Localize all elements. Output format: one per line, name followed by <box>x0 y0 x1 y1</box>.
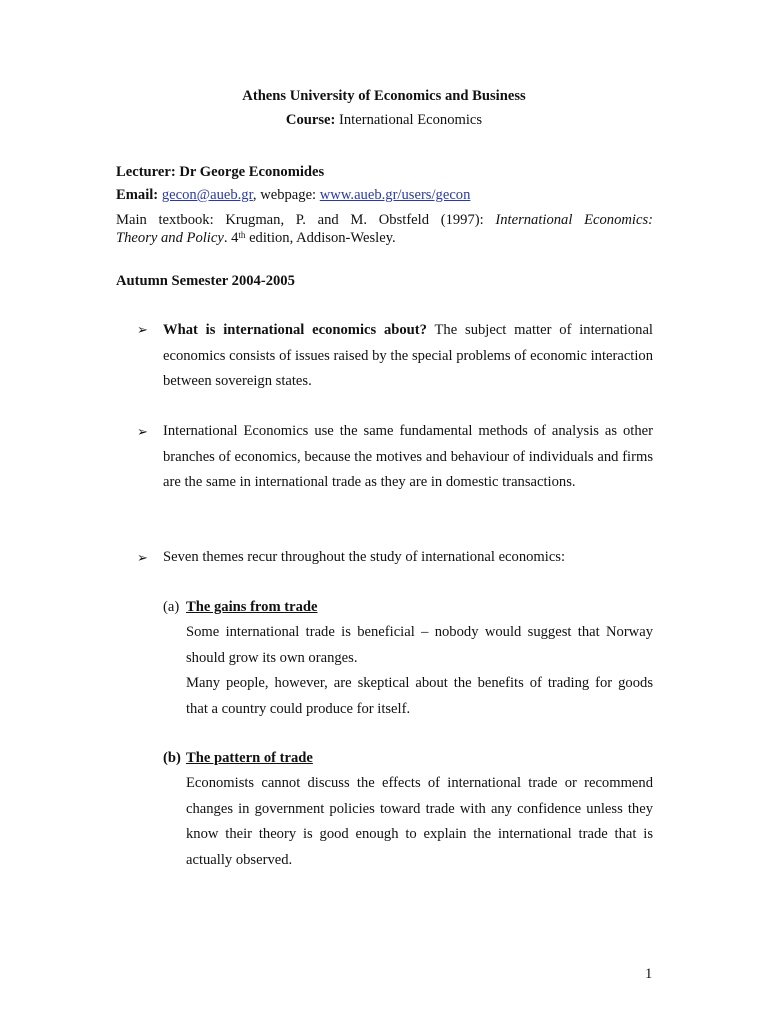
arrow-bullet-icon: ➢ <box>137 424 148 439</box>
textbook-authors: Main textbook: Krugman, P. and M. Obstfeld (1997): <box>116 212 496 228</box>
lecturer-line: Lecturer: Dr George Economides <box>116 164 325 180</box>
textbook-edition-sup: th <box>238 230 246 240</box>
textbook-subtitle: Theory and Policy <box>116 230 224 246</box>
textbook-line-2 <box>116 229 653 247</box>
textbook-edition-num: . 4 <box>223 230 239 246</box>
bullet-1-text: The subject matter of international economics consists of issues raised by the special problems of economic interaction between sovereign states. <box>163 322 653 389</box>
bullet-paragraph-1 <box>163 318 653 395</box>
textbook-title: International Economics: <box>495 212 654 228</box>
bullet-1-lead: What is international economics about? <box>163 322 427 338</box>
email-link[interactable]: gecon@aueb.gr <box>161 187 253 203</box>
page-number: 1 <box>645 966 653 982</box>
webpage-label: , webpage: <box>252 187 320 203</box>
course-value: International Economics <box>335 112 483 128</box>
bullet-paragraph-3: Seven themes recur throughout the study of international economics: <box>163 549 566 565</box>
contact-line <box>116 187 470 204</box>
theme-b-marker: (b) <box>163 750 181 766</box>
textbook-reference <box>116 211 653 247</box>
arrow-bullet-icon: ➢ <box>137 322 148 337</box>
email-label: Email: <box>116 187 159 203</box>
textbook-publisher: edition, Addison-Wesley. <box>245 230 396 246</box>
theme-a-paragraph-2: Many people, however, are skeptical about the benefits of trading for goods that a country could produce for itself. <box>186 675 653 717</box>
course-line <box>0 112 768 129</box>
course-label: Course: <box>285 112 336 128</box>
theme-a-title: The gains from trade <box>186 599 318 615</box>
arrow-bullet-icon: ➢ <box>137 550 148 565</box>
university-title: Athens University of Economics and Business <box>242 88 526 104</box>
theme-a-marker: (a) <box>163 599 180 615</box>
theme-a-paragraph-1: Some international trade is beneficial – nobody would suggest that Norway should grow its own oranges. <box>186 624 653 666</box>
textbook-line-1 <box>116 211 653 229</box>
bullet-paragraph-2: International Economics use the same fundamental methods of analysis as other branches of economics, because the motives and behaviour of individuals and firms are the same in international trade as they are in domestic transactions. <box>163 423 653 490</box>
theme-b-paragraph-1: Economists cannot discuss the effects of international trade or recommend changes in government policies toward trade with any confidence unless they know their theory is good enough to explain the international trade that is actually observed. <box>186 775 653 868</box>
webpage-link[interactable]: www.aueb.gr/users/gecon <box>319 187 471 203</box>
semester-heading: Autumn Semester 2004-2005 <box>116 273 295 289</box>
theme-b-title: The pattern of trade <box>186 750 313 766</box>
